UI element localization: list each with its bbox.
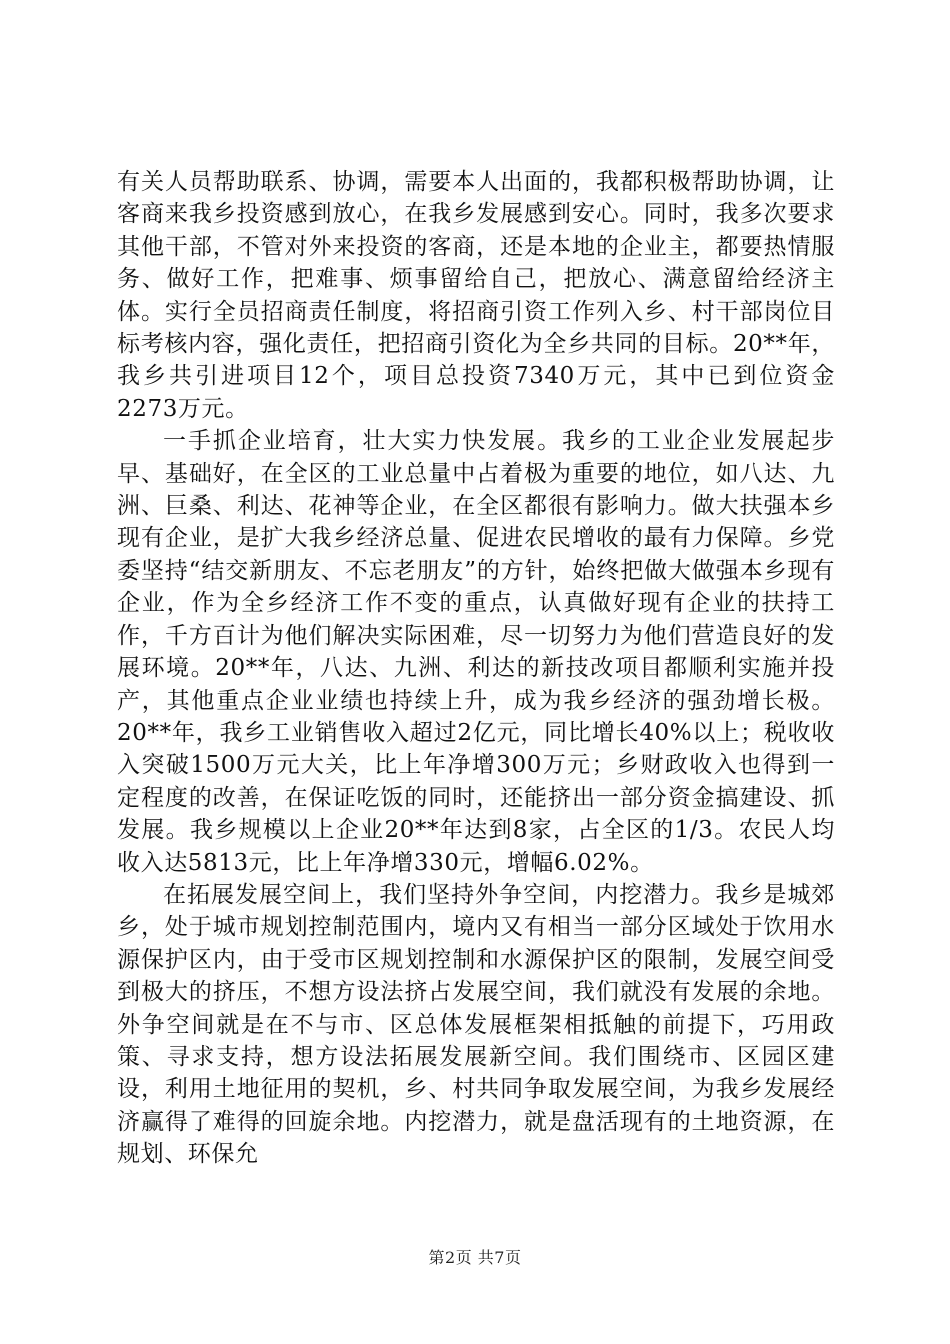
paragraph-development-space: 在拓展发展空间上，我们坚持外争空间，内挖潜力。我乡是城郊乡，处于城市规划控制范围内，境内又有相当一部分区域处于饮用水源保护区内，由于受市区规划控制和水源保护区的限制，发展空间受到极大的挤压，不想方设法挤占发展空间，我们就没有发展的余地。外争空间就是在不与市、区总体发展框架相抵触的前提下，巧用政策、寻求支持，想方设法拓展发展新空间。我们围绕市、区园区建设，利用土地征用的契机，乡、村共同争取发展空间，为我乡发展经济赢得了难得的回旋余地。内挖潜力，就是盘活现有的土地资源，在规划、环保允 <box>117 881 835 1168</box>
document-body <box>117 166 835 1171</box>
paragraph-enterprise-cultivation: 一手抓企业培育，壮大实力快发展。我乡的工业企业发展起步早、基础好，在全区的工业总量中占着极为重要的地位，如八达、九洲、巨桑、利达、花神等企业，在全区都很有影响力。做大扶强本乡现有企业，是扩大我乡经济总量、促进农民增收的最有力保障。乡党委坚持“结交新朋友、不忘老朋友”的方针，始终把做大做强本乡现有企业，作为全乡经济工作不变的重点，认真做好现有企业的扶持工作，千方百计为他们解决实际困难，尽一切努力为他们营造良好的发展环境。20**年，八达、九洲、利达的新技改项目都顺利实施并投产，其他重点企业业绩也持续上升，成为我乡经济的强劲增长极。20**年，我乡工业销售收入超过2亿元，同比增长40%以上；税收收入突破1500万元大关，比上年净增300万元；乡财政收入也得到一定程度的改善，在保证吃饭的同时，还能挤出一部分资金搞建设、抓发展。我乡规模以上企业20**年达到8家，占全区的1/3。农民人均收入达5813元，比上年净增330元，增幅6.02%。 <box>117 428 835 876</box>
page-number-footer: 第2页 共7页 <box>428 1248 522 1267</box>
paragraph-continuation: 有关人员帮助联系、协调，需要本人出面的，我都积极帮助协调，让客商来我乡投资感到放心，在我乡发展感到安心。同时，我多次要求其他干部，不管对外来投资的客商，还是本地的企业主，都要热情服务、做好工作，把难事、烦事留给自己，把放心、满意留给经济主体。实行全员招商责任制度，将招商引资工作列入乡、村干部岗位目标考核内容，强化责任，把招商引资化为全乡共同的目标。20**年，我乡共引进项目12个，项目总投资7340万元，其中已到位资金2273万元。 <box>117 169 835 422</box>
